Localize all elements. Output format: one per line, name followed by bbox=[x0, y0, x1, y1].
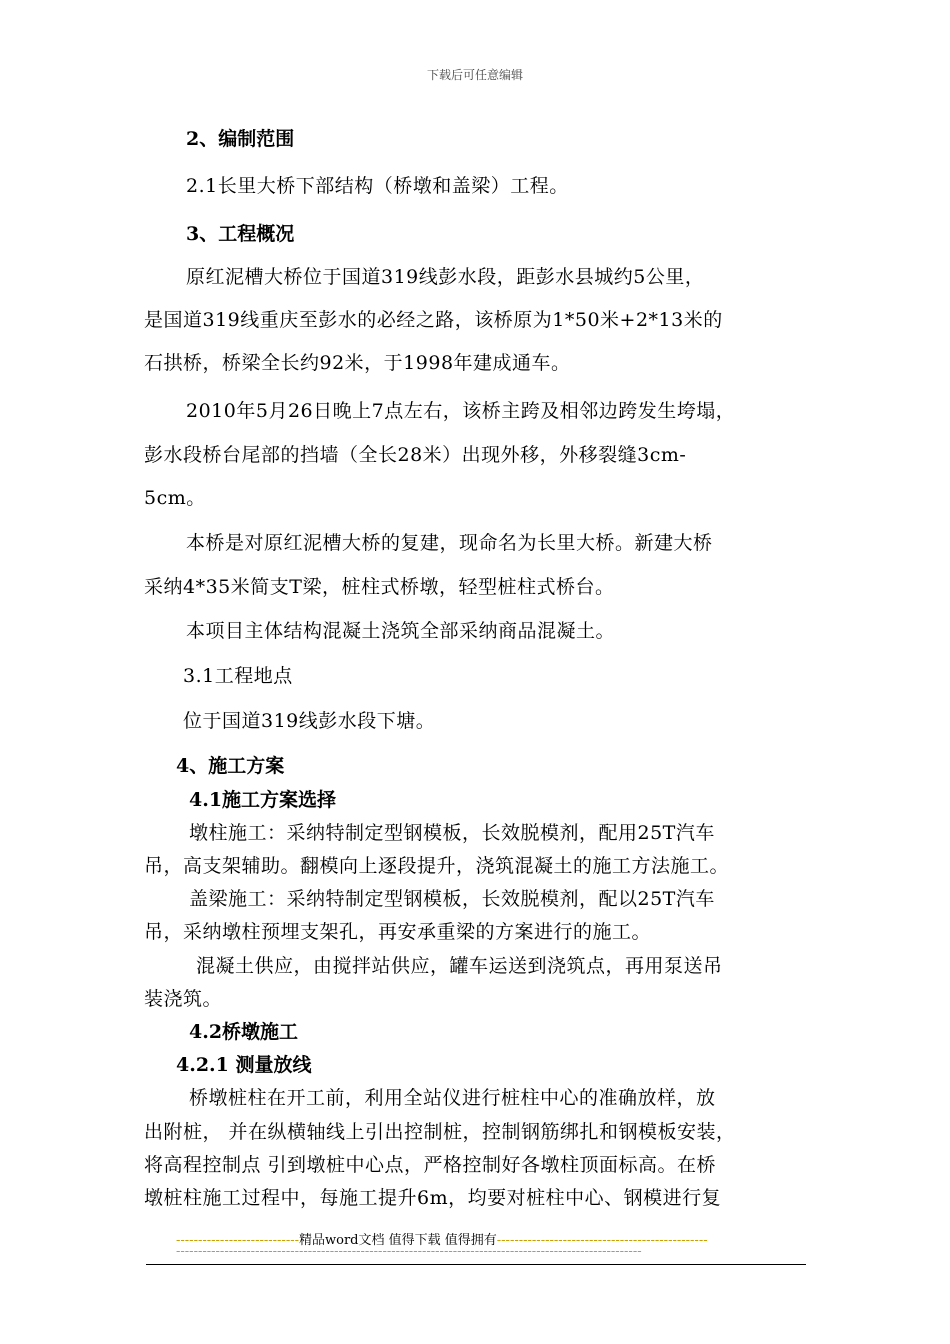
paragraph-line: 将高程控制点 引到墩桩中心点，严格控制好各墩柱顶面标高。在桥 bbox=[144, 1154, 717, 1176]
paragraph-line: 采纳4*35米简支T梁，桩柱式桥墩，轻型桩柱式桥台。 bbox=[144, 576, 615, 598]
subsection-heading: 4.2桥墩施工 bbox=[189, 1021, 299, 1043]
paragraph-line: 装浇筑。 bbox=[144, 988, 223, 1010]
footer-dashes-line: ---------------------------------------------------------------------------------------------------------- bbox=[176, 1244, 642, 1259]
section-heading: 3、工程概况 bbox=[186, 223, 295, 245]
footer-dashes-right: ------------------------------------------------ bbox=[496, 1233, 708, 1248]
footer-text: 精品word文档 值得下载 值得拥有 bbox=[299, 1233, 497, 1248]
paragraph-line: 吊，采纳墩柱预埋支架孔，再安承重梁的方案进行的施工。 bbox=[144, 921, 652, 943]
section-heading: 2、编制范围 bbox=[186, 128, 295, 150]
paragraph-line: 彭水段桥台尾部的挡墙（全长28米）出现外移，外移裂缝3cm- bbox=[144, 444, 687, 466]
subsection-heading: 4.2.1 测量放线 bbox=[176, 1054, 312, 1076]
paragraph-line: 2010年5月26日晚上7点左右，该桥主跨及相邻边跨发生垮塌， bbox=[186, 400, 736, 422]
section-heading: 4、施工方案 bbox=[176, 755, 285, 777]
paragraph-line: 石拱桥，桥梁全长约92米，于1998年建成通车。 bbox=[144, 352, 571, 374]
subsection-heading: 3.1工程地点 bbox=[183, 665, 293, 687]
paragraph-line: 桥墩桩柱在开工前，利用全站仪进行桩柱中心的准确放样，放 bbox=[189, 1087, 716, 1109]
paragraph-line: 5cm。 bbox=[144, 487, 206, 509]
paragraph-line: 本项目主体结构混凝土浇筑全部采纳商品混凝土。 bbox=[186, 620, 616, 642]
footer-rule bbox=[146, 1264, 806, 1265]
footer-dashes-left: ---------------------------- bbox=[176, 1233, 299, 1248]
paragraph-line: 是国道319线重庆至彭水的必经之路，该桥原为1*50米+2*13米的 bbox=[144, 309, 723, 331]
paragraph-line: 墩柱施工：采纳特制定型钢模板，长效脱模剂，配用25T汽车 bbox=[189, 822, 715, 844]
paragraph-line: 出附桩， 并在纵横轴线上引出控制桩，控制钢筋绑扎和钢模板安装， bbox=[144, 1121, 736, 1143]
paragraph-line: 墩桩柱施工过程中，每施工提升6m，均要对桩柱中心、钢模进行复 bbox=[144, 1187, 722, 1209]
paragraph-line: 本桥是对原红泥槽大桥的复建，现命名为长里大桥。新建大桥 bbox=[186, 532, 713, 554]
subsection-heading: 4.1施工方案选择 bbox=[189, 789, 337, 811]
paragraph-line: 原红泥槽大桥位于国道319线彭水段，距彭水县城约5公里， bbox=[186, 266, 705, 288]
page-header: 下载后可任意编辑 bbox=[426, 68, 523, 82]
paragraph-line: 吊，高支架辅助。翻模向上逐段提升，浇筑混凝土的施工方法施工。 bbox=[144, 855, 730, 877]
paragraph-line: 位于国道319线彭水段下塘。 bbox=[183, 710, 436, 732]
paragraph-line: 混凝土供应，由搅拌站供应，罐车运送到浇筑点，再用泵送吊 bbox=[196, 955, 723, 977]
paragraph-line: 2.1长里大桥下部结构（桥墩和盖梁）工程。 bbox=[186, 175, 569, 197]
paragraph-line: 盖梁施工：采纳特制定型钢模板，长效脱模剂，配以25T汽车 bbox=[189, 888, 715, 910]
